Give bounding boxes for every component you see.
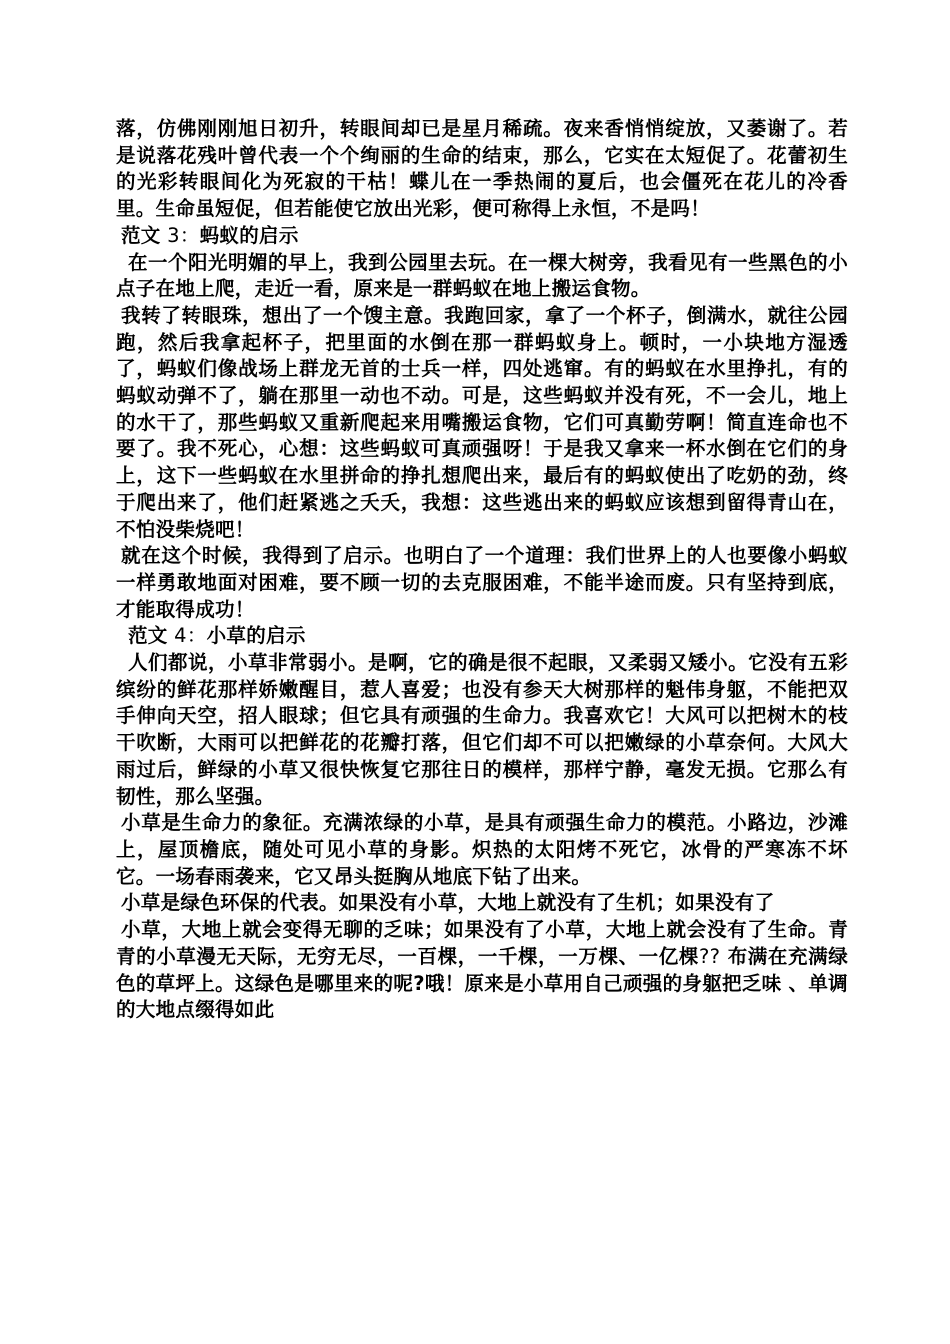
heading-prefix: 范文	[121, 223, 161, 247]
paragraph-grass-1: 人们都说，小草非常弱小。是啊，它的确是很不起眼，又柔弱又矮小。它没有五彩缤纷的鲜花那样娇嫩醒目，惹人喜爱；也没有参天大树那样的魁伟身躯，不能把双手伸向天空，招人眼球；但它具有顽强的生命力。我喜欢它！大风可以把树木的枝干吹断，大雨可以把鲜花的花瓣打落，但它们却不可以把嫩绿的小草奈何。大风大雨过后，鲜绿的小草又很快恢复它那往日的模样，那样宁静，毫发无损。它那么有韧性，那么坚强。	[116, 651, 848, 808]
paragraph-grass-2: 小草是生命力的象征。充满浓绿的小草，是具有顽强生命力的模范。小路边，沙滩上，屋顶檐底，随处可见小草的身影。炽热的太阳烤不死它，冰骨的严寒冻不坏它。一场春雨袭来，它又昂头挺胸从地底下钻了出来。	[116, 811, 848, 888]
paragraph-ant-3: 就在这个时候，我得到了启示。也明白了一个道理：我们世界上的人也要像小蚂蚁一样勇敢地面对困难，要不顾一切的去克服困难，不能半途而废。只有坚持到底，才能取得成功！	[116, 544, 848, 621]
paragraph-intro: 落，仿佛刚刚旭日初升，转眼间却已是星月稀疏。夜来香悄悄绽放，又萎谢了。若是说落花残叶曾代表一个个绚丽的生命的结束，那么，它实在太短促了。花蕾初生的光彩转眼间化为死寂的干枯！蝶儿在一季热闹的夏后，也会僵死在花儿的冷香里。生命虽短促，但若能使它放出光彩，便可称得上永恒，不是吗！	[116, 117, 848, 221]
heading-title: 蚂蚁的启示	[199, 223, 299, 247]
paragraph-ant-2: 我转了转眼珠，想出了一个馊主意。我跑回家，拿了一个杯子，倒满水，就往公园跑，然后我拿起杯子，把里面的水倒在那一群蚂蚁身上。顿时，一小块地方湿透了，蚂蚁们像战场上群龙无首的士兵一样，四处逃窜。有的蚂蚁在水里挣扎，有的蚂蚁动弹不了，躺在那里一动也不动。可是，这些蚂蚁并没有死，不一会儿，地上的水干了，那些蚂蚁又重新爬起来用嘴搬运食物，它们可真勤劳啊！简直连命也不要了。我不死心，心想：这些蚂蚁可真顽强呀！于是我又拿来一杯水倒在它们的身上，这下一些蚂蚁在水里拼命的挣扎想爬出来，最后有的蚂蚁使出了吃奶的劲，终于爬出来了，他们赶紧逃之夭夭，我想：这些逃出来的蚂蚁应该想到留得青山在，不怕没柴烧吧！	[116, 303, 848, 541]
paragraph-grass-4-part-a: 小草，大地上就会变得无聊的乏味；如果没有了小草，大地上就会没有了生命。青青的小草漫无天际，无穷无尽，一百棵，一千棵，一万棵、一亿棵	[116, 918, 848, 968]
paragraph-ant-1: 在一个阳光明媚的早上，我到公园里去玩。在一棵大树旁，我看见有一些黑色的小点子在地上爬，走近一看，原来是一群蚂蚁在地上搬运食物。	[116, 250, 848, 301]
paragraph-grass-4	[116, 917, 848, 1024]
heading-prefix: 范文	[128, 624, 168, 648]
heading-number: 3：	[160, 223, 200, 247]
heading-title: 小草的启示	[206, 624, 306, 648]
document-page	[116, 116, 848, 1024]
heading-number: 4：	[167, 624, 207, 648]
paragraph-grass-4-part-b: 布满在充满绿色的草坪上。这绿色是哪里来的呢?哦！原来是小草用自己顽强的身躯把乏味 、单调的大地点缀得如此	[116, 944, 849, 1022]
question-marks: ??	[698, 944, 721, 968]
heading-essay-4	[116, 623, 848, 650]
paragraph-grass-3: 小草是绿色环保的代表。如果没有小草，大地上就没有了生机；如果没有了	[121, 891, 775, 915]
heading-essay-3	[116, 223, 848, 250]
